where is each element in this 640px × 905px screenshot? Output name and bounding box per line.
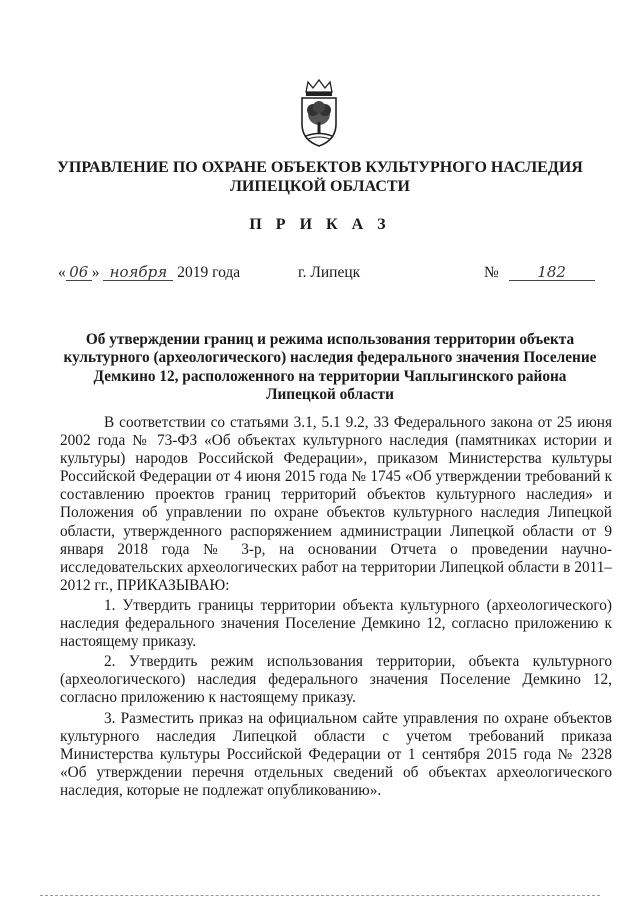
order-day: 06 [66,264,92,281]
coat-of-arms-icon [296,78,342,148]
page-bottom-rule [40,895,600,897]
document-type-title: П Р И К А З [249,216,391,233]
subject-line-4: Липецкой области [266,385,394,403]
body-item-1: 1. Утвердить границы территории объекта культурного (археологического) наследия федерального значения Поселение Демкино 12, согласно приложению к настоящему приказу. [60,596,612,651]
body-item-2: 2. Утвердить режим использования территории, объекта культурного (археологического) наследия федерального значения Поселение Демкино 12, согласно приложению к настоящему приказу. [60,653,612,707]
order-month: ноября [103,264,173,281]
order-number [484,264,595,282]
body-item-3: 3. Разместить приказ на официальном сайте управления по охране объектов культурного наследия Липецкой области с учетом требований приказа Министерства культуры Российской Федерации от 1 сентября 2015 года № 2328 «Об утверждении перечня отдельных сведений об объектах археологического наследия, которые не подлежат опубликованию». [60,709,612,799]
order-year: 2019 года [177,264,241,281]
organization-name [40,158,600,196]
quote-open: « [58,264,66,281]
number-label: № [484,264,499,281]
order-date [58,264,240,282]
subject-line-3: Демкино 12, расположенного на территории Чаплыгинского района [93,367,567,385]
quote-close: » [91,264,100,281]
subject-line-1: Об утверждении границ и режима использования территории объекта [85,331,575,348]
order-body [60,414,612,802]
organization-name-line-2: ЛИПЕЦКОЙ ОБЛАСТИ [230,178,410,195]
organization-name-line-1: УПРАВЛЕНИЕ ПО ОХРАНЕ ОБЪЕКТОВ КУЛЬТУРНОГО НАСЛЕДИЯ [57,159,583,176]
body-preamble: В соответствии со статьями 3.1, 5.1 9.2, 33 Федерального закона от 25 июня 2002 года № 73-ФЗ «Об объектах культурного наследия (памятниках истории и культуры) народов Российской Федерации», приказом Министерства культуры Российской Федерации от 4 июня 2015 года № 1745 «Об утверждении требований к составлению проектов границ территорий объектов культурного наследия» и Положения об управлении по охране объектов культурного наследия Липецкой области, утвержденного распоряжением администрации Липецкой области от 9 января 2018 года № 3-р, на основании Отчета о проведении научно-исследовательских археологических работ на территории Липецкой области в 2011–2012 гг., ПРИКАЗЫВАЮ: [60,414,612,594]
order-subject [60,331,600,404]
number-value: 182 [509,264,595,281]
subject-line-2: культурного (археологического) наследия федерального значения Поселение [63,349,597,367]
order-city: г. Липецк [298,264,361,281]
